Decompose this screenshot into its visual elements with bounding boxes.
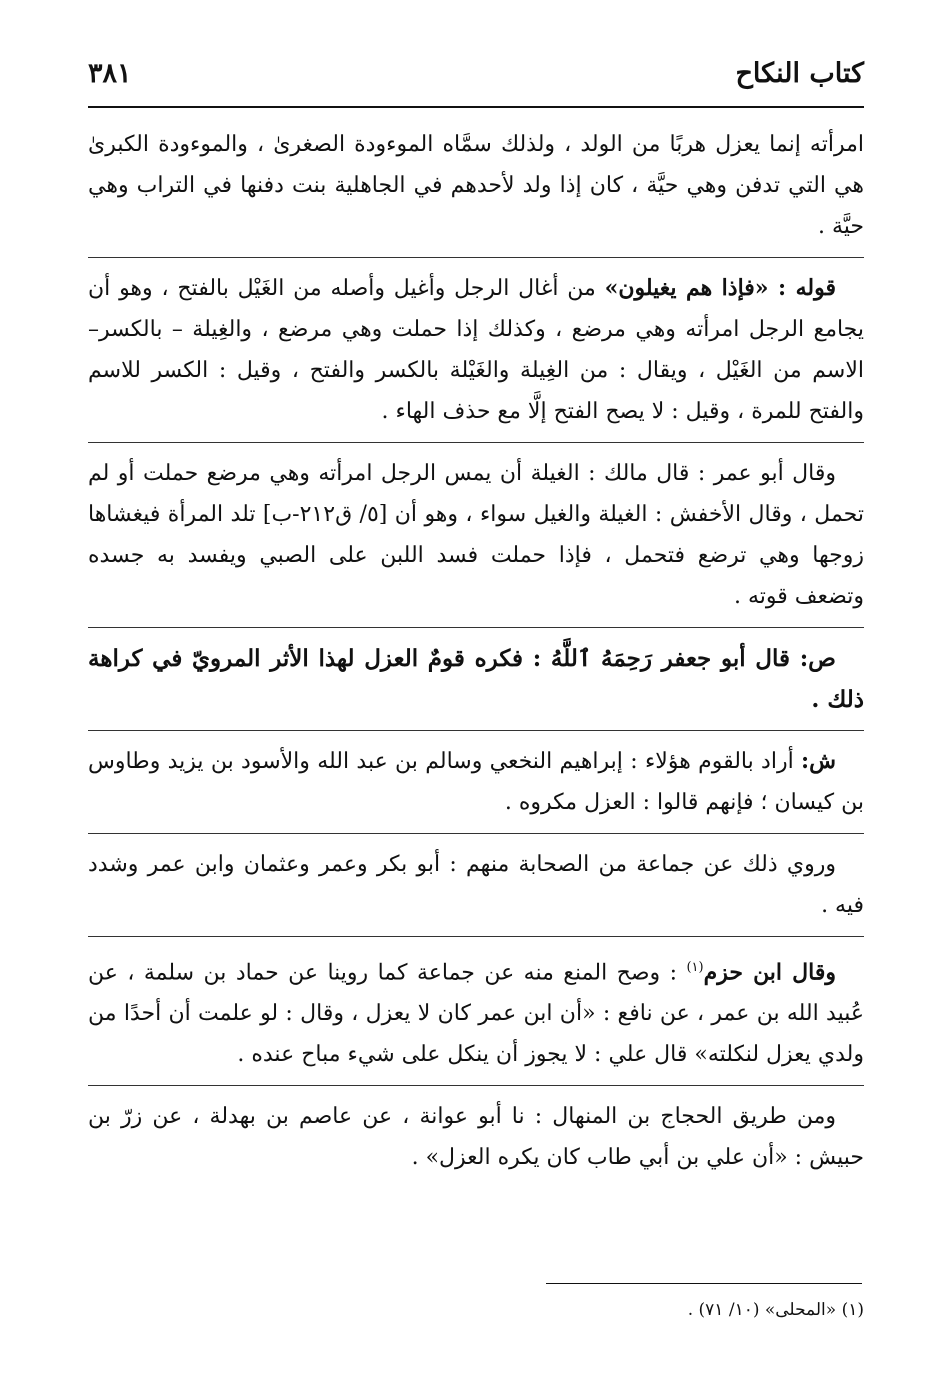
paragraph-text: وروي ذلك عن جماعة من الصحابة منهم : أبو بكر وعمر وعثمان وابن عمر وشدد فيه . <box>88 852 864 918</box>
paragraph-8 <box>88 1096 864 1178</box>
footnote-rule <box>546 1283 862 1284</box>
running-title: كتاب النكاح <box>735 58 864 89</box>
paragraph-separator <box>88 936 864 937</box>
paragraph-lead: قوله : «فإذا هم يغيلون» <box>604 275 836 301</box>
header-rule <box>88 106 864 108</box>
paragraph-separator <box>88 730 864 731</box>
paragraph-text: : وصح المنع منه عن جماعة كما روينا عن حماد بن سلمة ، عن عُبيد الله بن عمر ، عن نافع : «أن ابن عمر كان لا يعزل ، وقال : لو علمت أن أحدًا من ولدي يعزل لنكلته» قال علي : لا يجوز أن ينكل على شيء مباح عنده . <box>88 960 864 1068</box>
paragraph-text: من أغال الرجل وأغيل وأصله من الغَيْل بالفتح ، وهو أن يجامع الرجل امرأته وهي مرضع ، وكذلك إذا حملت وهي مرضع ، والغِيلة – بالكسر– الاسم من الغَيْل ، ويقال : من الغِيلة والغَيْلة بالكسر والفتح ، وقيل : الكسر للاسم والفتح للمرة ، وقيل : لا يصح الفتح إلَّا مع حذف الهاء . <box>88 276 864 424</box>
paragraph-2 <box>88 268 864 432</box>
footnote <box>88 1297 864 1323</box>
paragraph-text: امرأته إنما يعزل هربًا من الولد ، ولذلك سمَّاه الموءودة الصغرىٰ ، والموءودة الكبرىٰ هي التي تدفن وهي حيَّة ، كان إذا ولد لأحدهم في الجاهلية بنت دفنها في التراب وهي حيَّة . <box>88 132 864 239</box>
paragraph-text: ص: قال أبو جعفر رَحِمَهُ ٱللَّهُ : فكره قومٌ العزل لهذا الأثر المرويّ في كراهة ذلك . <box>88 645 864 713</box>
body-text <box>88 124 864 1188</box>
paragraph-text: ومن طريق الحجاج بن المنهال : نا أبو عوانة ، عن عاصم بن بهدلة ، عن زرّ بن حبيش : «أن علي بن أبي طاب كان يكره العزل» . <box>88 1104 864 1171</box>
paragraph-7 <box>88 947 864 1075</box>
paragraph-separator <box>88 442 864 443</box>
footnote-reference[interactable]: (١) <box>686 960 704 975</box>
paragraph-lead: وقال ابن حزم <box>703 959 836 986</box>
sharh-paragraph <box>88 741 864 823</box>
paragraph-separator <box>88 627 864 628</box>
paragraph-1 <box>88 124 864 247</box>
paragraph-lead: ش: <box>801 748 836 774</box>
page-number: ٣٨١ <box>88 58 132 89</box>
paragraph-text: أراد بالقوم هؤلاء : إبراهيم النخعي وسالم بن عبد الله والأسود بن يزيد وطاوس بن كيسان ؛ فإنهم قالوا : العزل مكروه . <box>88 749 864 815</box>
paragraph-3 <box>88 453 864 617</box>
paragraph-text: وقال أبو عمر : قال مالك : الغيلة أن يمس الرجل امرأته وهي مرضع حملت أو لم تحمل ، وقال الأخفش : الغيلة والغيل سواء ، وهو أن [٥/ ق٢١٢-ب] تلد المرأة فيغشاها زوجها وهي ترضع فتحمل ، فإذا حملت فسد اللبن على الصبي ويفسد به جسده وتضعف قوته . <box>88 461 864 609</box>
footnote-text: (١) «المحلى» (١٠/ ٧١) . <box>687 1300 864 1320</box>
paragraph-6 <box>88 844 864 926</box>
paragraph-separator <box>88 257 864 258</box>
matn-paragraph <box>88 638 864 720</box>
paragraph-separator <box>88 1085 864 1086</box>
paragraph-separator <box>88 833 864 834</box>
page-header <box>88 56 864 102</box>
